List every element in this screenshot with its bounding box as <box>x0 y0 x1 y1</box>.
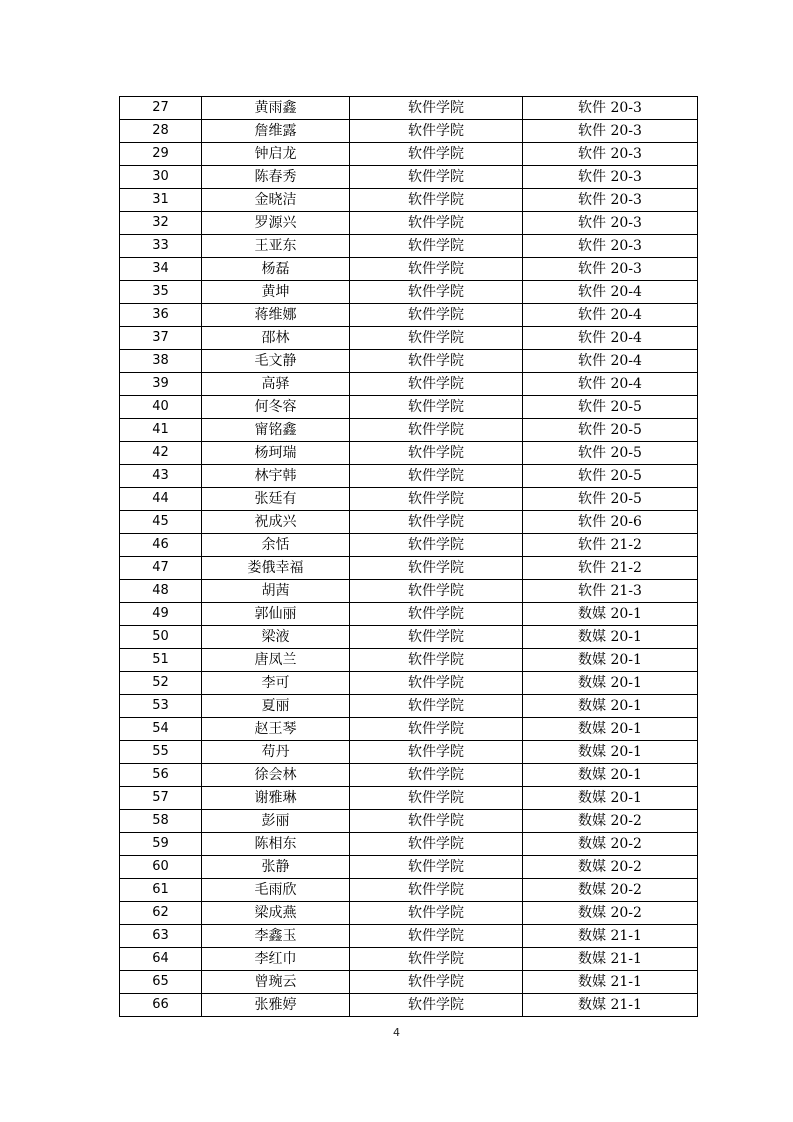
row-number-cell: 29 <box>120 143 202 166</box>
table-row <box>120 488 698 511</box>
college-cell: 软件学院 <box>350 902 523 925</box>
college-cell: 软件学院 <box>350 764 523 787</box>
row-number-cell: 41 <box>120 419 202 442</box>
college-cell: 软件学院 <box>350 557 523 580</box>
college-cell: 软件学院 <box>350 672 523 695</box>
row-number-cell: 59 <box>120 833 202 856</box>
row-number-cell: 36 <box>120 304 202 327</box>
student-name-cell: 邵林 <box>202 327 350 350</box>
class-cell: 软件 20-3 <box>523 120 698 143</box>
student-name-cell: 梁成燕 <box>202 902 350 925</box>
row-number-cell: 49 <box>120 603 202 626</box>
table-row <box>120 166 698 189</box>
student-name-cell: 郭仙丽 <box>202 603 350 626</box>
student-name-cell: 李鑫玉 <box>202 925 350 948</box>
college-cell: 软件学院 <box>350 97 523 120</box>
row-number-cell: 65 <box>120 971 202 994</box>
table-row <box>120 856 698 879</box>
college-cell: 软件学院 <box>350 534 523 557</box>
college-cell: 软件学院 <box>350 327 523 350</box>
student-name-cell: 毛雨欣 <box>202 879 350 902</box>
college-cell: 软件学院 <box>350 626 523 649</box>
class-cell: 数媒 20-1 <box>523 603 698 626</box>
college-cell: 软件学院 <box>350 649 523 672</box>
class-cell: 数媒 20-1 <box>523 741 698 764</box>
student-name-cell: 蒋维娜 <box>202 304 350 327</box>
table-row <box>120 787 698 810</box>
college-cell: 软件学院 <box>350 994 523 1017</box>
row-number-cell: 51 <box>120 649 202 672</box>
table-row <box>120 281 698 304</box>
table-row <box>120 396 698 419</box>
class-cell: 软件 20-3 <box>523 235 698 258</box>
row-number-cell: 35 <box>120 281 202 304</box>
class-cell: 数媒 20-1 <box>523 626 698 649</box>
student-name-cell: 甯铭鑫 <box>202 419 350 442</box>
college-cell: 软件学院 <box>350 580 523 603</box>
student-name-cell: 何冬容 <box>202 396 350 419</box>
student-name-cell: 毛文静 <box>202 350 350 373</box>
college-cell: 软件学院 <box>350 189 523 212</box>
class-cell: 软件 20-5 <box>523 465 698 488</box>
college-cell: 软件学院 <box>350 718 523 741</box>
table-row <box>120 695 698 718</box>
college-cell: 软件学院 <box>350 833 523 856</box>
class-cell: 软件 20-5 <box>523 396 698 419</box>
row-number-cell: 66 <box>120 994 202 1017</box>
row-number-cell: 56 <box>120 764 202 787</box>
table-row <box>120 902 698 925</box>
row-number-cell: 28 <box>120 120 202 143</box>
student-name-cell: 钟启龙 <box>202 143 350 166</box>
class-cell: 数媒 20-2 <box>523 856 698 879</box>
row-number-cell: 38 <box>120 350 202 373</box>
row-number-cell: 27 <box>120 97 202 120</box>
college-cell: 软件学院 <box>350 120 523 143</box>
college-cell: 软件学院 <box>350 488 523 511</box>
student-name-cell: 高驿 <box>202 373 350 396</box>
student-name-cell: 詹维露 <box>202 120 350 143</box>
class-cell: 软件 20-6 <box>523 511 698 534</box>
college-cell: 软件学院 <box>350 419 523 442</box>
class-cell: 软件 20-3 <box>523 166 698 189</box>
college-cell: 软件学院 <box>350 925 523 948</box>
row-number-cell: 53 <box>120 695 202 718</box>
class-cell: 数媒 21-1 <box>523 925 698 948</box>
student-name-cell: 罗源兴 <box>202 212 350 235</box>
class-cell: 软件 20-4 <box>523 281 698 304</box>
table-row <box>120 948 698 971</box>
class-cell: 数媒 21-1 <box>523 994 698 1017</box>
college-cell: 软件学院 <box>350 143 523 166</box>
table-row <box>120 350 698 373</box>
student-name-cell: 胡茜 <box>202 580 350 603</box>
class-cell: 软件 20-3 <box>523 212 698 235</box>
row-number-cell: 40 <box>120 396 202 419</box>
class-cell: 数媒 20-1 <box>523 787 698 810</box>
row-number-cell: 45 <box>120 511 202 534</box>
student-name-cell: 王亚东 <box>202 235 350 258</box>
college-cell: 软件学院 <box>350 603 523 626</box>
row-number-cell: 33 <box>120 235 202 258</box>
table-row <box>120 212 698 235</box>
class-cell: 数媒 20-1 <box>523 649 698 672</box>
row-number-cell: 37 <box>120 327 202 350</box>
table-row <box>120 603 698 626</box>
class-cell: 软件 20-5 <box>523 488 698 511</box>
table-row <box>120 511 698 534</box>
row-number-cell: 31 <box>120 189 202 212</box>
college-cell: 软件学院 <box>350 258 523 281</box>
table-row <box>120 235 698 258</box>
class-cell: 数媒 20-1 <box>523 695 698 718</box>
table-row <box>120 879 698 902</box>
table-row <box>120 718 698 741</box>
student-name-cell: 曾琬云 <box>202 971 350 994</box>
table-row <box>120 143 698 166</box>
table-row <box>120 810 698 833</box>
table-row <box>120 833 698 856</box>
college-cell: 软件学院 <box>350 741 523 764</box>
college-cell: 软件学院 <box>350 879 523 902</box>
college-cell: 软件学院 <box>350 281 523 304</box>
college-cell: 软件学院 <box>350 442 523 465</box>
row-number-cell: 52 <box>120 672 202 695</box>
class-cell: 数媒 21-1 <box>523 971 698 994</box>
student-name-cell: 杨磊 <box>202 258 350 281</box>
student-name-cell: 彭丽 <box>202 810 350 833</box>
college-cell: 软件学院 <box>350 304 523 327</box>
row-number-cell: 39 <box>120 373 202 396</box>
table-row <box>120 649 698 672</box>
college-cell: 软件学院 <box>350 856 523 879</box>
student-name-cell: 杨珂瑞 <box>202 442 350 465</box>
table-row <box>120 557 698 580</box>
student-name-cell: 赵王琴 <box>202 718 350 741</box>
college-cell: 软件学院 <box>350 396 523 419</box>
class-cell: 软件 20-3 <box>523 189 698 212</box>
row-number-cell: 48 <box>120 580 202 603</box>
row-number-cell: 61 <box>120 879 202 902</box>
table-row <box>120 534 698 557</box>
row-number-cell: 62 <box>120 902 202 925</box>
table-row <box>120 764 698 787</box>
class-cell: 软件 20-4 <box>523 304 698 327</box>
class-cell: 软件 20-4 <box>523 327 698 350</box>
class-cell: 软件 20-5 <box>523 442 698 465</box>
student-name-cell: 金晓洁 <box>202 189 350 212</box>
class-cell: 数媒 21-1 <box>523 948 698 971</box>
row-number-cell: 46 <box>120 534 202 557</box>
roster-table <box>119 96 698 1017</box>
row-number-cell: 63 <box>120 925 202 948</box>
student-name-cell: 梁液 <box>202 626 350 649</box>
class-cell: 数媒 20-1 <box>523 764 698 787</box>
college-cell: 软件学院 <box>350 787 523 810</box>
row-number-cell: 32 <box>120 212 202 235</box>
row-number-cell: 64 <box>120 948 202 971</box>
student-name-cell: 张静 <box>202 856 350 879</box>
class-cell: 数媒 20-2 <box>523 879 698 902</box>
table-row <box>120 327 698 350</box>
class-cell: 数媒 20-1 <box>523 718 698 741</box>
student-name-cell: 余恬 <box>202 534 350 557</box>
class-cell: 软件 20-4 <box>523 373 698 396</box>
college-cell: 软件学院 <box>350 166 523 189</box>
row-number-cell: 54 <box>120 718 202 741</box>
student-name-cell: 陈相东 <box>202 833 350 856</box>
student-name-cell: 陈春秀 <box>202 166 350 189</box>
table-row <box>120 994 698 1017</box>
college-cell: 软件学院 <box>350 212 523 235</box>
table-row <box>120 373 698 396</box>
college-cell: 软件学院 <box>350 465 523 488</box>
class-cell: 软件 20-5 <box>523 419 698 442</box>
class-cell: 数媒 20-2 <box>523 833 698 856</box>
row-number-cell: 50 <box>120 626 202 649</box>
student-name-cell: 徐会林 <box>202 764 350 787</box>
class-cell: 软件 21-2 <box>523 557 698 580</box>
row-number-cell: 47 <box>120 557 202 580</box>
student-name-cell: 娄俄幸福 <box>202 557 350 580</box>
row-number-cell: 58 <box>120 810 202 833</box>
college-cell: 软件学院 <box>350 235 523 258</box>
student-name-cell: 林宇韩 <box>202 465 350 488</box>
student-name-cell: 谢雅琳 <box>202 787 350 810</box>
table-row <box>120 258 698 281</box>
class-cell: 软件 21-2 <box>523 534 698 557</box>
college-cell: 软件学院 <box>350 373 523 396</box>
student-name-cell: 黄坤 <box>202 281 350 304</box>
class-cell: 软件 21-3 <box>523 580 698 603</box>
student-name-cell: 黄雨鑫 <box>202 97 350 120</box>
page-number: 4 <box>393 1026 400 1039</box>
student-name-cell: 李可 <box>202 672 350 695</box>
class-cell: 软件 20-3 <box>523 258 698 281</box>
row-number-cell: 42 <box>120 442 202 465</box>
student-name-cell: 张雅婷 <box>202 994 350 1017</box>
table-row <box>120 120 698 143</box>
class-cell: 数媒 20-2 <box>523 902 698 925</box>
table-row <box>120 442 698 465</box>
table-row <box>120 580 698 603</box>
table-row <box>120 465 698 488</box>
student-name-cell: 苟丹 <box>202 741 350 764</box>
table-row <box>120 672 698 695</box>
roster-body <box>120 97 698 1017</box>
table-row <box>120 97 698 120</box>
student-name-cell: 夏丽 <box>202 695 350 718</box>
table-row <box>120 925 698 948</box>
college-cell: 软件学院 <box>350 511 523 534</box>
table-row <box>120 304 698 327</box>
row-number-cell: 55 <box>120 741 202 764</box>
class-cell: 软件 20-3 <box>523 97 698 120</box>
college-cell: 软件学院 <box>350 695 523 718</box>
row-number-cell: 34 <box>120 258 202 281</box>
row-number-cell: 57 <box>120 787 202 810</box>
college-cell: 软件学院 <box>350 948 523 971</box>
student-name-cell: 祝成兴 <box>202 511 350 534</box>
college-cell: 软件学院 <box>350 971 523 994</box>
class-cell: 数媒 20-2 <box>523 810 698 833</box>
table-row <box>120 971 698 994</box>
college-cell: 软件学院 <box>350 810 523 833</box>
table-row <box>120 189 698 212</box>
table-row <box>120 741 698 764</box>
row-number-cell: 30 <box>120 166 202 189</box>
class-cell: 软件 20-4 <box>523 350 698 373</box>
table-row <box>120 626 698 649</box>
row-number-cell: 44 <box>120 488 202 511</box>
student-name-cell: 张廷有 <box>202 488 350 511</box>
student-name-cell: 唐凤兰 <box>202 649 350 672</box>
student-name-cell: 李红巾 <box>202 948 350 971</box>
table-row <box>120 419 698 442</box>
class-cell: 数媒 20-1 <box>523 672 698 695</box>
class-cell: 软件 20-3 <box>523 143 698 166</box>
row-number-cell: 60 <box>120 856 202 879</box>
college-cell: 软件学院 <box>350 350 523 373</box>
row-number-cell: 43 <box>120 465 202 488</box>
